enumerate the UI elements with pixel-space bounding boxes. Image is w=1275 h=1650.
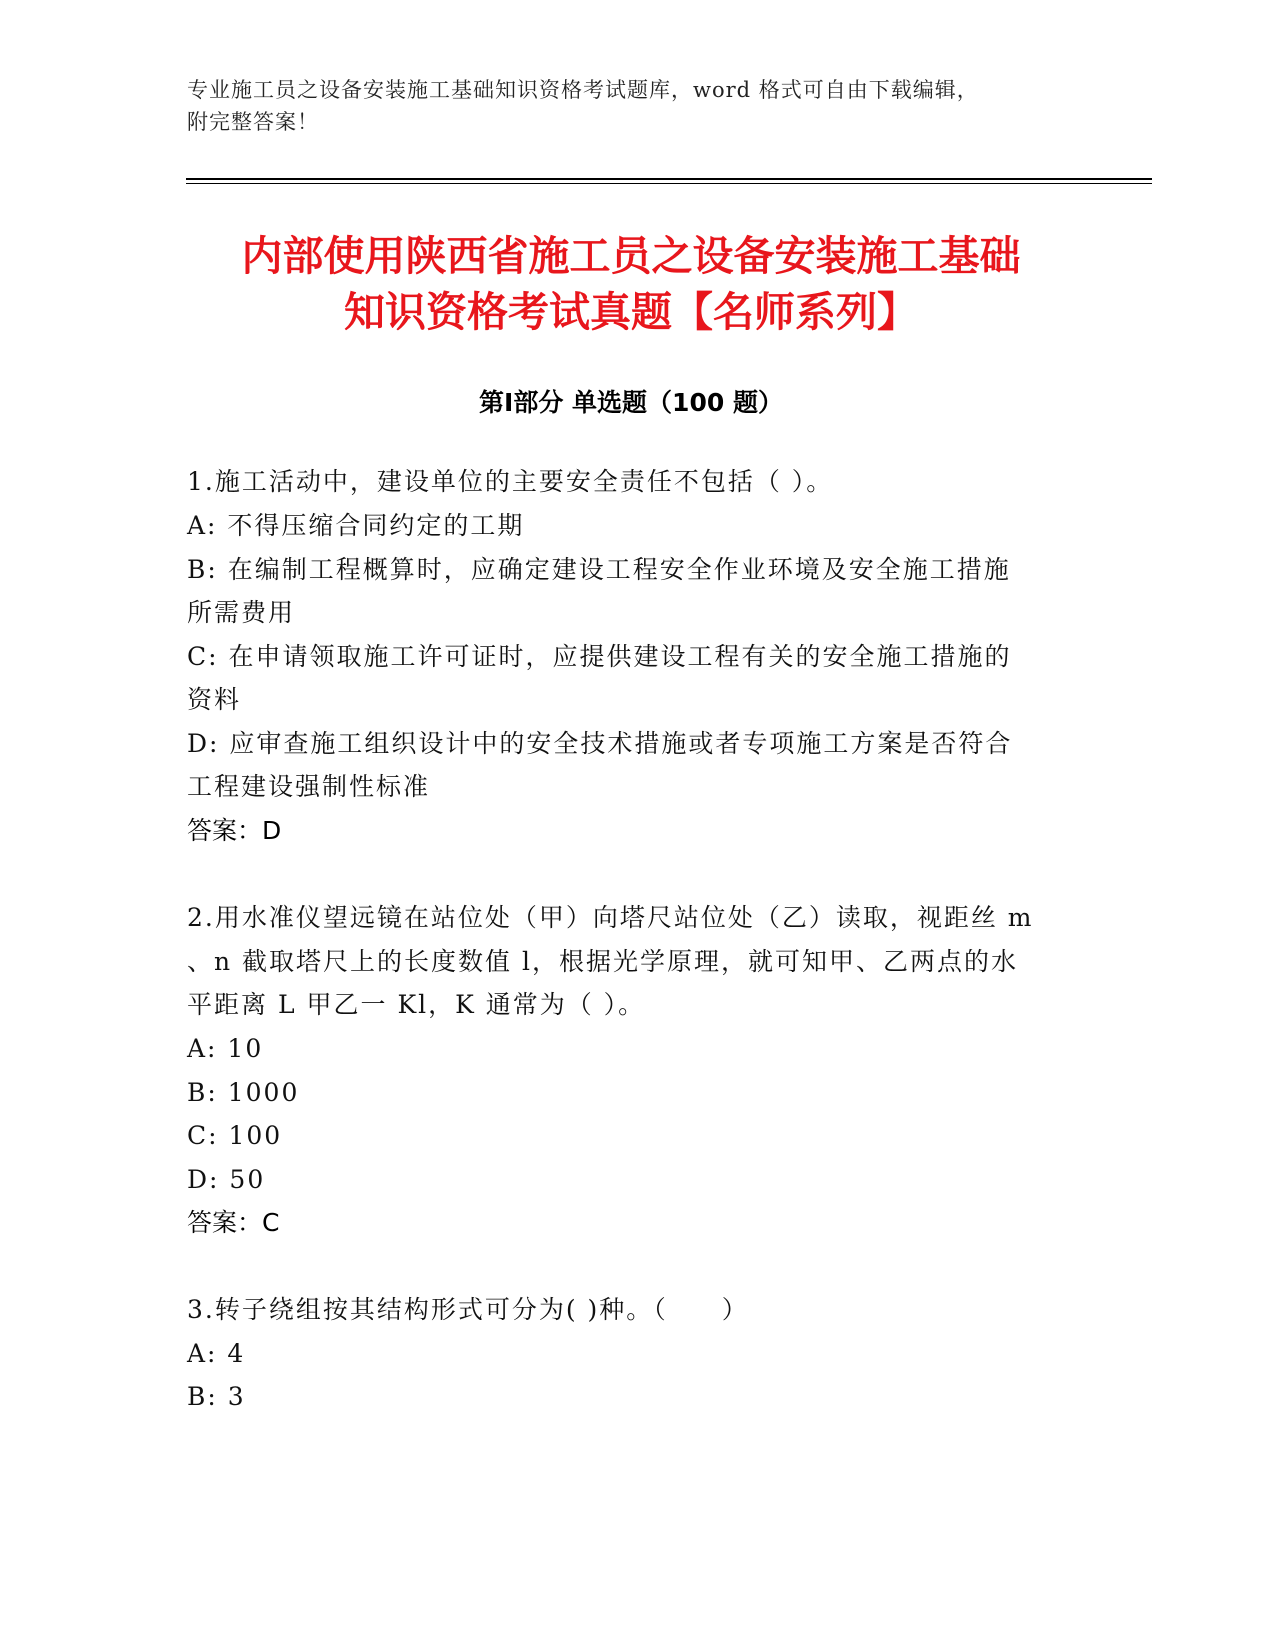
question-option: D: 应审查施工组织设计中的安全技术措施或者专项施工方案是否符合 <box>187 729 1013 758</box>
question-option: A: 4 <box>187 1339 246 1368</box>
question-option: D: 50 <box>187 1165 266 1194</box>
header-note-line: 专业施工员之设备安装施工基础知识资格考试题库，word 格式可自由下载编辑， <box>187 78 979 102</box>
question-option: A: 10 <box>187 1034 264 1063</box>
question-answer: 答案：C <box>187 1208 280 1237</box>
question-option-continued: 所需费用 <box>187 598 296 627</box>
question-answer: 答案：D <box>187 816 282 845</box>
question-option: B: 3 <box>187 1382 246 1411</box>
question-option: A: 不得压缩合同约定的工期 <box>187 511 525 540</box>
header-divider-thin <box>186 183 1152 184</box>
document-title <box>186 228 1076 340</box>
header-note <box>187 74 1087 138</box>
question-option-continued: 资料 <box>187 685 242 714</box>
question-option-continued: 工程建设强制性标准 <box>187 772 431 801</box>
question-stem-continued: 平距离 L 甲乙一 Kl，K 通常为（ ）。 <box>187 990 646 1019</box>
question-stem-continued: 、n 截取塔尺上的长度数值 l，根据光学原理，就可知甲、乙两点的水 <box>187 947 1018 976</box>
header-note-line: 附完整答案！ <box>187 110 319 134</box>
question-stem: 2.用水准仪望远镜在站位处（甲）向塔尺站位处（乙）读取，视距丝 m <box>187 903 1034 932</box>
question-stem: 1.施工活动中，建设单位的主要安全责任不包括（ ）。 <box>187 467 834 496</box>
question-option: C: 100 <box>187 1121 283 1150</box>
question-stem: 3.转子绕组按其结构形式可分为( )种。（ ） <box>187 1295 749 1324</box>
section-title: 第Ⅰ部分 单选题（100 题） <box>479 388 783 417</box>
question-option: B: 1000 <box>187 1078 300 1107</box>
document-title-line: 知识资格考试真题【名师系列】 <box>344 288 918 336</box>
question-option: C: 在申请领取施工许可证时，应提供建设工程有关的安全施工措施的 <box>187 642 1012 671</box>
question-option: B: 在编制工程概算时，应确定建设工程安全作业环境及安全施工措施 <box>187 555 1011 584</box>
header-divider-thick <box>186 178 1152 180</box>
document-title-line: 内部使用陕西省施工员之设备安装施工基础 <box>241 232 1021 280</box>
